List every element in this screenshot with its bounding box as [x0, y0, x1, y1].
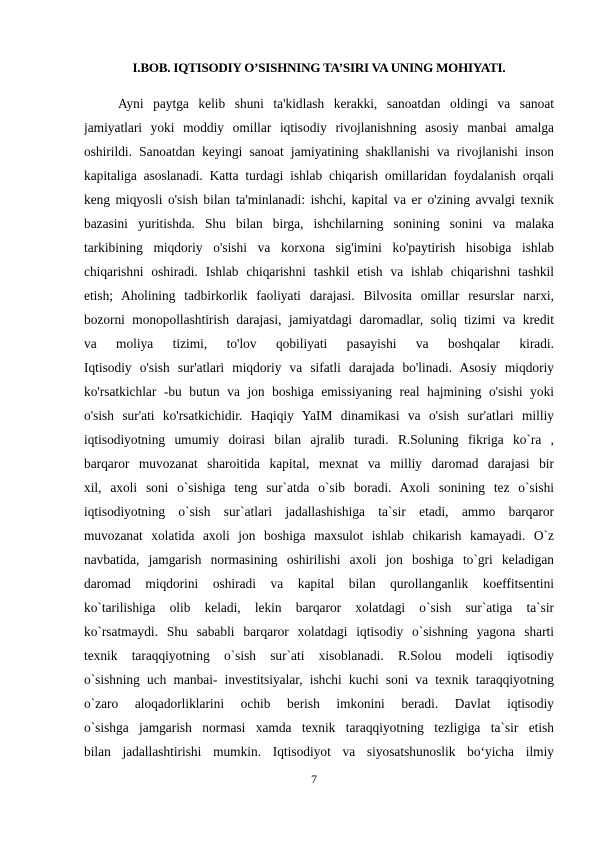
text-line: jamiyatlari yoki moddiy omillar iqtisodiy rivojlanishning asosiy manbai amalga	[84, 120, 554, 135]
text-line: bilan jadallashtirishi mumkin. Iqtisodiyot va siyosatshunoslik bo‘yicha ilmiy	[84, 744, 554, 759]
text-line: o'sish sur'ati ko'rsatkichidir. Haqiqiy YaIM dinamikasi va o'sish sur'atlari milliy	[84, 408, 554, 423]
text-line: chiqarishni oshiradi. Ishlab chiqarishni tashkil etish va ishlab chiqarishni tashkil	[84, 264, 554, 279]
text-line: o`sishga jamgarish normasi xamda texnik taraqqiyotning tezligiga ta`sir etish	[84, 720, 554, 735]
text-line: Iqtisodiy o'sish sur'atlari miqdoriy va sifatli darajada bo'linadi. Asosiy miqdoriy	[84, 360, 554, 375]
text-line: kapitaliga asoslanadi. Katta turdagi ishlab chiqarish omillaridan foydalanish orqali	[84, 168, 554, 183]
text-line: ko`rsatmaydi. Shu sababli barqaror xolatdagi iqtisodiy o`sishning yagona sharti	[84, 624, 554, 639]
text-line: oshirildi. Sanoatdan keyingi sanoat jamiyatining shakllanishi va rivojlanishi inson	[84, 144, 554, 159]
text-line: texnik taraqqiyotning o`sish sur`ati xisoblanadi. R.Solou modeli iqtisodiy	[84, 648, 554, 663]
text-line: etish; Aholining tadbirkorlik faoliyati darajasi. Bilvosita omillar resurslar narxi,	[84, 288, 554, 303]
text-line: bozorni monopollashtirish darajasi, jamiyatdagi daromadlar, soliq tizimi va kredit	[84, 312, 554, 327]
text-line: va moliya tizimi, to'lov qobiliyati pasayishi va boshqalar kiradi.	[84, 336, 554, 351]
text-line: o`sishning uch manbai- investitsiyalar, ishchi kuchi soni va texnik taraqqiyotning	[84, 672, 554, 687]
body-paragraph	[84, 92, 554, 764]
page-number: 7	[311, 772, 317, 786]
text-line: barqaror muvozanat sharoitida kapital, mexnat va milliy daromad darajasi bir	[84, 456, 554, 471]
text-line: xil, axoli soni o`sishiga teng sur`atda o`sib boradi. Axoli sonining tez o`sishi	[84, 480, 554, 495]
text-line: iqtisodiyotning umumiy doirasi bilan ajralib turadi. R.Soluning fikriga ko`ra ,	[84, 432, 554, 447]
text-line: ko'rsatkichlar -bu butun va jon boshiga emissiyaning real hajmining o'sishi yoki	[84, 384, 554, 399]
text-line: tarkibining miqdoriy o'sishi va korxona sig'imini ko'paytirish hisobiga ishlab	[84, 240, 554, 255]
text-line: Ayni paytga kelib shuni ta'kidlash kerakki, sanoatdan oldingi va sanoat	[118, 96, 554, 111]
text-line: o`zaro aloqadorliklarini ochib berish imkonini beradi. Davlat iqtisodiy	[84, 696, 554, 711]
text-line: muvozanat xolatida axoli jon boshiga maxsulot ishlab chikarish kamayadi. O`z	[84, 528, 554, 543]
chapter-heading: I.BOB. IQTISODIY O’SISHNING TA’SIRI VA UNING MOHIYATI.	[132, 60, 506, 75]
text-line: ko`tarilishiga olib keladi, lekin barqaror xolatdagi o`sish sur`atiga ta`sir	[84, 600, 554, 615]
text-line: keng miqyosli o'sish bilan ta'minlanadi: ishchi, kapital va er o'zining avvalgi texnik	[84, 192, 554, 207]
text-line: daromad miqdorini oshiradi va kapital bilan qurollanganlik koeffitsentini	[84, 576, 554, 591]
text-line: bazasini yuritishda. Shu bilan birga, ishchilarning sonining sonini va malaka	[84, 216, 554, 231]
text-line: iqtisodiyotning o`sish sur`atlari jadallashishiga ta`sir etadi, ammo barqaror	[84, 504, 554, 519]
text-line: navbatida, jamgarish normasining oshirilishi axoli jon boshiga to`gri keladigan	[84, 552, 554, 567]
